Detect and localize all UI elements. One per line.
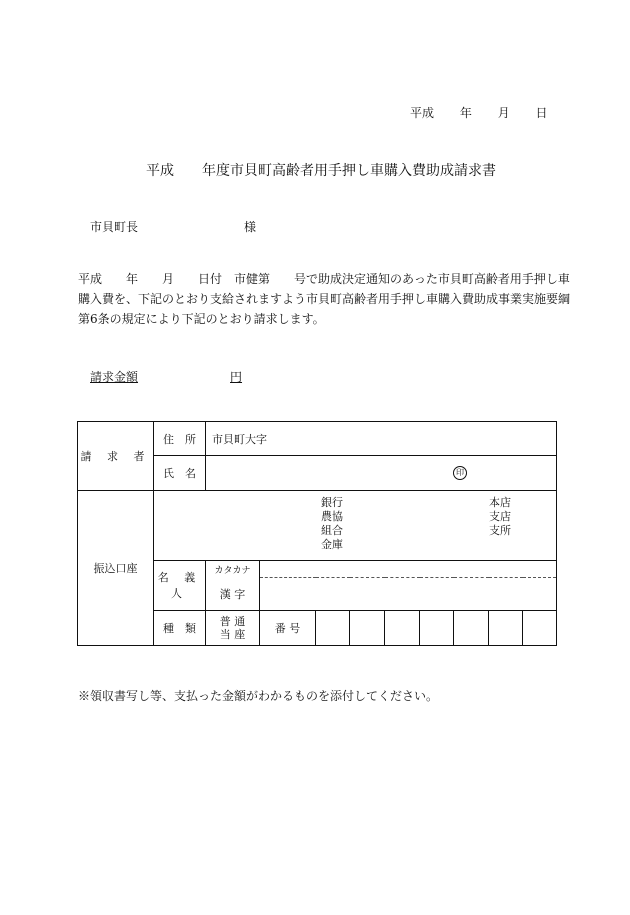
- amount-unit: 円: [230, 370, 243, 384]
- addressee: [90, 218, 257, 235]
- bank-type-item: 農協: [321, 510, 343, 524]
- seal-mark-icon: 印: [453, 466, 467, 480]
- body-text: 平成 年 月 日付 市健第 号で助成決定通知のあった市貝町高齢者用手押し車購入費を、下記のとおり支給されますよう市貝町高齢者用手押し車購入費助成事業実施要綱第6条の規定により下記のとおり請求します。: [78, 272, 571, 326]
- kanji-label: 漢 字: [206, 578, 260, 610]
- date-line: [410, 104, 548, 121]
- bank-type-list: [321, 496, 343, 552]
- account-digit-box[interactable]: [316, 610, 350, 645]
- type-label: 種 類: [154, 610, 206, 645]
- date-era: 平成: [410, 106, 435, 120]
- claimant-label: 請 求 者: [78, 422, 154, 491]
- account-digit-box[interactable]: [489, 610, 523, 645]
- account-type-options[interactable]: [206, 610, 260, 645]
- date-day: 日: [535, 106, 548, 120]
- address-field[interactable]: 市貝町大字: [206, 422, 557, 456]
- bank-type-item: 銀行: [321, 496, 343, 510]
- katakana-label: カタカナ: [206, 561, 260, 578]
- branch-type-item: 支所: [489, 524, 511, 538]
- addressee-name: 市貝町長: [90, 220, 139, 234]
- bank-field[interactable]: [154, 490, 557, 561]
- account-label: 振込口座: [78, 490, 154, 645]
- account-digit-box[interactable]: [385, 610, 420, 645]
- account-digit-box[interactable]: [523, 610, 557, 645]
- attachment-note: ※領収書写し等、支払った金額がわかるものを添付してください。: [78, 689, 439, 703]
- account-type-option: 普 通: [219, 614, 246, 628]
- bank-type-item: 組合: [321, 524, 343, 538]
- account-type-option: 当 座: [219, 627, 246, 641]
- claim-form-table: [77, 421, 557, 646]
- amount-line: [90, 368, 242, 385]
- holder-label: 名 義 人: [154, 561, 206, 610]
- account-digit-box[interactable]: [454, 610, 489, 645]
- account-digit-box[interactable]: [420, 610, 454, 645]
- holder-kanji-field[interactable]: [260, 578, 557, 610]
- branch-type-list: [489, 496, 511, 538]
- holder-katakana-field[interactable]: [260, 561, 557, 578]
- number-label: 番 号: [260, 610, 316, 645]
- name-label: 氏 名: [154, 456, 206, 490]
- page-title: 平成 年度市貝町高齢者用手押し車購入費助成請求書: [146, 163, 496, 179]
- name-field[interactable]: [206, 456, 557, 490]
- branch-type-item: 本店: [489, 496, 511, 510]
- branch-type-item: 支店: [489, 510, 511, 524]
- date-month: 月: [497, 106, 510, 120]
- bank-type-item: 金庫: [321, 538, 343, 552]
- address-label: 住 所: [154, 422, 206, 456]
- date-year: 年: [459, 106, 472, 120]
- addressee-honorific: 様: [244, 220, 257, 234]
- account-digit-box[interactable]: [350, 610, 385, 645]
- amount-label: 請求金額: [90, 370, 139, 384]
